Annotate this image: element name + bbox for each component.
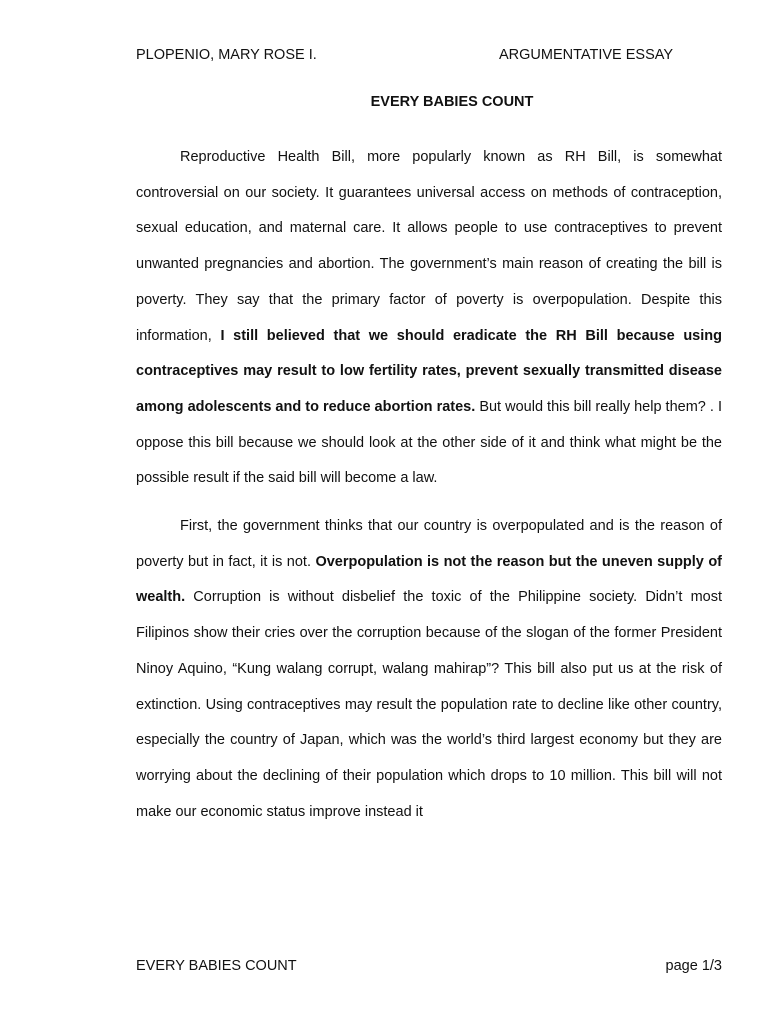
header-author: PLOPENIO, MARY ROSE I. — [136, 47, 317, 63]
paragraph-2 — [136, 509, 722, 830]
header-doc-type: ARGUMENTATIVE ESSAY — [499, 47, 674, 63]
paragraph-1 — [136, 140, 722, 497]
paragraph-2-claim: Overpopulation is not the reason but the uneven supply of wealth. — [136, 553, 723, 606]
footer-title: EVERY BABIES COUNT — [136, 958, 297, 974]
footer-page-number: page 1/3 — [665, 958, 722, 974]
paragraph-2-text-2: Corruption is without disbelief the toxic of the Philippine society. Didn’t most Filipinos show their cries over the corruption because of the slogan of the former President Ninoy Aquino, “Kung walang corrupt, walang mahirap”? This bill also put us at the risk of extinction. Using contraceptives may result the population rate to decline like other country, especially the country of Japan, which was the world’s third largest economy but they are worrying about the declining of their population which drops to 10 million. This bill will not make our economic status improve instead it — [136, 589, 722, 820]
paragraph-1-thesis: I still believed that we should eradicate the RH Bill because using contraceptives may result to low fertility rates, prevent sexually transmitted disease among adolescents and to reduce abortion rates. — [136, 327, 722, 415]
paragraph-1-text-2: But would this bill really help them? . I oppose this bill because we should look at the other side of it and think what might be the possible result if the said bill will become a law. — [136, 398, 722, 487]
essay-title: EVERY BABIES COUNT — [370, 94, 534, 110]
essay-body — [136, 140, 722, 830]
paragraph-2-text-1: First, the government thinks that our country is overpopulated and is the reason of poverty but in fact, it is not. — [136, 518, 722, 570]
paragraph-1-text-1: Reproductive Health Bill, more popularly known as RH Bill, is somewhat controversial on our society. It guarantees universal access on methods of contraception, sexual education, and maternal care. It allows people to use contraceptives to prevent unwanted pregnancies and abortion. The government’s main reason of creating the bill is poverty. They say that the primary factor of poverty is overpopulation. Despite this information, — [136, 149, 722, 344]
